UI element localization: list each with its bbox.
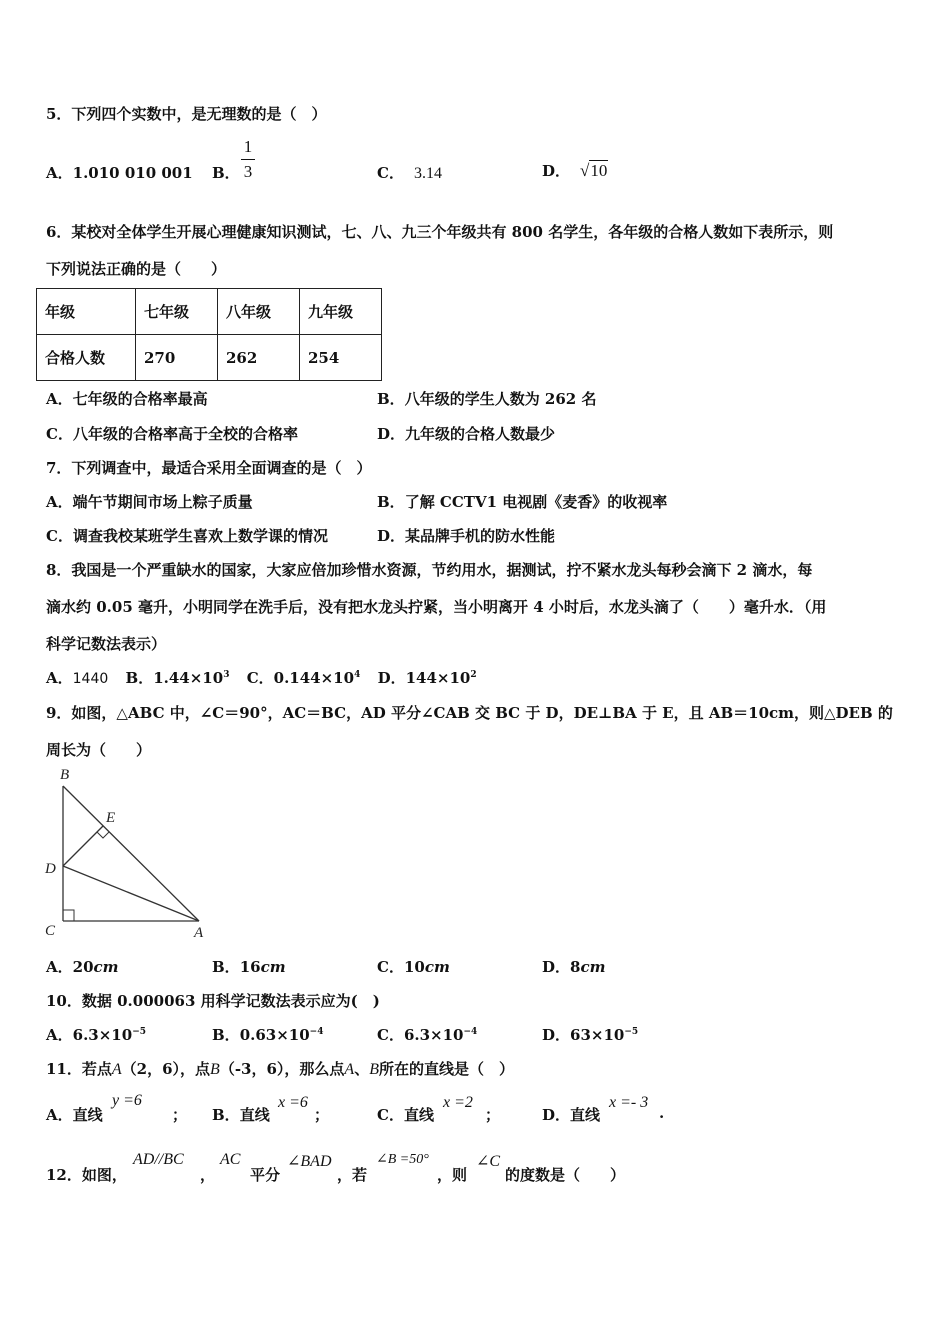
q6-option-d [377, 423, 555, 444]
option-label: C． [46, 527, 73, 545]
option-label: C． [377, 164, 404, 182]
q12-stem-start: 12．如图， [46, 1166, 127, 1184]
option-label: D． [542, 1026, 571, 1044]
exponent: 4 [354, 670, 361, 680]
q9-option-c [377, 956, 450, 977]
option-label: B． [212, 1026, 240, 1044]
option-label: D． [377, 425, 406, 443]
option-label: D． [377, 527, 406, 545]
q8-options [46, 667, 477, 688]
option-value: 八年级的学生人数为 262 名 [404, 390, 597, 408]
table-header-row [37, 289, 382, 335]
option-value: 8 [570, 958, 581, 976]
q12-text: 平分 [250, 1166, 281, 1184]
option-value: 3.14 [413, 165, 442, 182]
math-point: A [344, 1061, 355, 1078]
fraction-bar [241, 159, 255, 160]
option-value: 6.3×10 [72, 1026, 133, 1044]
q8-option-b [126, 669, 230, 687]
option-label: A． [46, 1026, 73, 1044]
q7-option-a [46, 491, 253, 512]
option-value: 0.63×10 [239, 1026, 310, 1044]
q8-option-d [378, 669, 477, 687]
q5-option-b [212, 162, 240, 183]
table-cell: 262 [218, 335, 300, 381]
option-value: 某品牌手机的防水性能 [405, 527, 556, 545]
pass-count-table [36, 288, 382, 381]
q10-stem: 10．数据 0.000063 用科学记数法表示应为( ) [46, 992, 380, 1010]
q12-math-parallel: AD//BC [133, 1151, 184, 1168]
option-value: 16 [239, 958, 261, 976]
stem-text: 、 [354, 1060, 370, 1078]
option-value: 八年级的合格率高于全校的合格率 [72, 425, 298, 443]
option-unit: cm [93, 958, 119, 976]
option-label: C． [46, 425, 73, 443]
q8-option-c [247, 669, 361, 687]
option-label: A． [46, 1106, 73, 1124]
table-cell: 270 [136, 335, 218, 381]
q11-option-c-suffix: ； [485, 1106, 501, 1124]
option-value: 63×10 [570, 1026, 625, 1044]
option-value: 1440 [72, 671, 109, 687]
q6-stem-line1: 6．某校对全体学生开展心理健康知识测试，七、八、九三个年级共有 800 名学生，各年级的合格人数如下表所示，则 [46, 223, 834, 241]
q7-option-d [377, 525, 555, 546]
q5-option-d [542, 160, 608, 181]
option-label: B． [125, 669, 154, 687]
option-label: B． [377, 390, 405, 408]
option-label: A． [46, 164, 73, 182]
option-value: 直线 [72, 1106, 103, 1124]
q9-option-d [542, 956, 605, 977]
option-label: B． [212, 164, 240, 182]
q12-text: ，则 [437, 1166, 468, 1184]
exponent: −5 [132, 1027, 146, 1037]
q11-option-a [46, 1104, 103, 1125]
option-label: A． [46, 390, 73, 408]
sqrt-expression [580, 161, 608, 180]
option-label: A． [46, 669, 73, 687]
q5-option-a [46, 162, 193, 183]
option-value: 九年级的合格人数最少 [405, 425, 556, 443]
q6-option-c [46, 423, 298, 444]
option-label: B． [212, 1106, 240, 1124]
q8-stem-line3: 科学记数法表示） [46, 635, 167, 653]
q9-stem-line2: 周长为（ ） [46, 741, 152, 759]
option-value: 6.3×10 [403, 1026, 464, 1044]
q5-option-c [377, 162, 442, 183]
q5-stem: 5．下列四个实数中，是无理数的是（ ） [46, 105, 327, 123]
option-value: 调查我校某班学生喜欢上数学课的情况 [72, 527, 328, 545]
q6-option-b [377, 388, 596, 409]
option-value: 端午节期间市场上粽子质量 [72, 493, 253, 511]
stem-text: 11．若点 [46, 1060, 112, 1078]
table-row [37, 335, 382, 381]
q11-option-c [377, 1104, 434, 1125]
q12-math-ac: AC [220, 1151, 241, 1168]
option-label: D． [542, 162, 571, 180]
table-cell: 七年级 [136, 289, 218, 335]
option-value: 1.010 010 001 [72, 164, 193, 182]
math-point: B [210, 1061, 220, 1078]
label-A: A [194, 925, 204, 941]
option-value: 直线 [570, 1106, 601, 1124]
q10-option-d [542, 1024, 638, 1045]
option-value: 直线 [239, 1106, 270, 1124]
segment-AB [63, 786, 199, 921]
q11-option-d [542, 1104, 600, 1125]
q6-stem-line2: 下列说法正确的是（ ） [46, 260, 227, 278]
stem-text: 所在的直线是（ ） [379, 1060, 515, 1078]
q5-fraction-denominator: 3 [243, 162, 253, 181]
q8-option-a [46, 669, 108, 687]
exponent: −5 [624, 1027, 639, 1037]
q10-option-b [212, 1024, 323, 1045]
q5-fraction-numerator: 1 [243, 137, 253, 156]
q11-option-a-suffix: ； [172, 1106, 188, 1124]
q7-option-b [377, 491, 667, 512]
q10-option-a [46, 1024, 146, 1045]
option-label: B． [377, 493, 405, 511]
q9-option-a [46, 956, 119, 977]
sqrt-symbol: √ [580, 161, 590, 180]
q11-stem [46, 1058, 514, 1079]
label-B: B [60, 767, 70, 783]
exponent: 2 [470, 670, 477, 680]
q12-text: ， [200, 1166, 216, 1184]
label-C: C [45, 923, 56, 939]
option-value: 直线 [403, 1106, 434, 1124]
q8-stem-line1: 8．我国是一个严重缺水的国家，大家应倍加珍惜水资源，节约用水，据测试，拧不紧水龙头每秒会滴下 2 滴水，每 [46, 561, 813, 579]
option-value: 144×10 [405, 669, 471, 687]
q7-option-c [46, 525, 328, 546]
option-value: 七年级的合格率最高 [72, 390, 208, 408]
option-value: 10 [403, 958, 425, 976]
option-label: C． [377, 958, 404, 976]
stem-text: （2，6），点 [121, 1060, 211, 1078]
option-label: C． [246, 669, 274, 687]
option-value: 20 [72, 958, 94, 976]
option-label: A． [46, 493, 73, 511]
option-label: D． [542, 1106, 571, 1124]
table-cell: 254 [300, 335, 382, 381]
option-value: 1.44×10 [153, 669, 224, 687]
option-label: B． [212, 958, 240, 976]
right-angle-mark-E [97, 832, 109, 838]
q12-math-angle-b: ∠B =50° [376, 1152, 429, 1167]
right-angle-mark-C [63, 910, 74, 921]
label-D: D [45, 861, 56, 877]
stem-text: （-3，6），那么点 [219, 1060, 345, 1078]
q6-option-a [46, 388, 208, 409]
table-cell: 年级 [37, 289, 136, 335]
q11-option-b-equation: x =6 [278, 1094, 308, 1111]
triangle-figure [40, 762, 220, 942]
q11-option-d-equation: x =- 3 [609, 1094, 649, 1111]
math-point: B [369, 1061, 379, 1078]
option-label: C． [377, 1106, 404, 1124]
table-cell: 九年级 [300, 289, 382, 335]
q12-math-angle-c: ∠C [476, 1153, 501, 1170]
exponent: 3 [223, 670, 230, 680]
q9-option-b [212, 956, 286, 977]
segment-AD [63, 866, 199, 921]
q12-text: ，若 [337, 1166, 368, 1184]
option-label: D． [377, 669, 406, 687]
option-unit: cm [580, 958, 606, 976]
option-unit: cm [424, 958, 450, 976]
q11-option-b-suffix: ； [314, 1106, 330, 1124]
q9-stem-line1: 9．如图，△ABC 中，∠C＝90°，AC＝BC，AD 平分∠CAB 交 BC 于 D，DE⊥BA 于 E，且 AB＝10cm，则△DEB 的 [46, 704, 893, 722]
q11-option-d-suffix: . [659, 1104, 665, 1122]
q10-option-c [377, 1024, 477, 1045]
q11-option-c-equation: x =2 [443, 1094, 473, 1111]
exponent: −4 [309, 1027, 324, 1037]
label-E: E [106, 810, 116, 826]
q12-text: 的度数是（ ） [505, 1166, 626, 1184]
table-cell: 八年级 [218, 289, 300, 335]
option-label: D． [542, 958, 571, 976]
exponent: −4 [463, 1027, 478, 1037]
option-label: A． [46, 958, 73, 976]
q8-stem-line2: 滴水约 0.05 毫升，小明同学在洗手后，没有把水龙头拧紧，当小明离开 4 小时后，水龙头滴了（ ）毫升水．（用 [46, 598, 827, 616]
q11-option-a-equation: y =6 [112, 1092, 142, 1109]
q12-math-angle-bad: ∠BAD [287, 1153, 332, 1170]
option-unit: cm [260, 958, 286, 976]
table-cell: 合格人数 [37, 335, 136, 381]
option-label: C． [377, 1026, 404, 1044]
option-value: 了解 CCTV1 电视剧《麦香》的收视率 [404, 493, 668, 511]
radicand: 10 [590, 161, 608, 180]
option-value: 0.144×10 [273, 669, 355, 687]
q7-stem: 7．下列调查中，最适合采用全面调查的是（ ） [46, 459, 372, 477]
math-point: A [111, 1061, 122, 1078]
q11-option-b [212, 1104, 270, 1125]
